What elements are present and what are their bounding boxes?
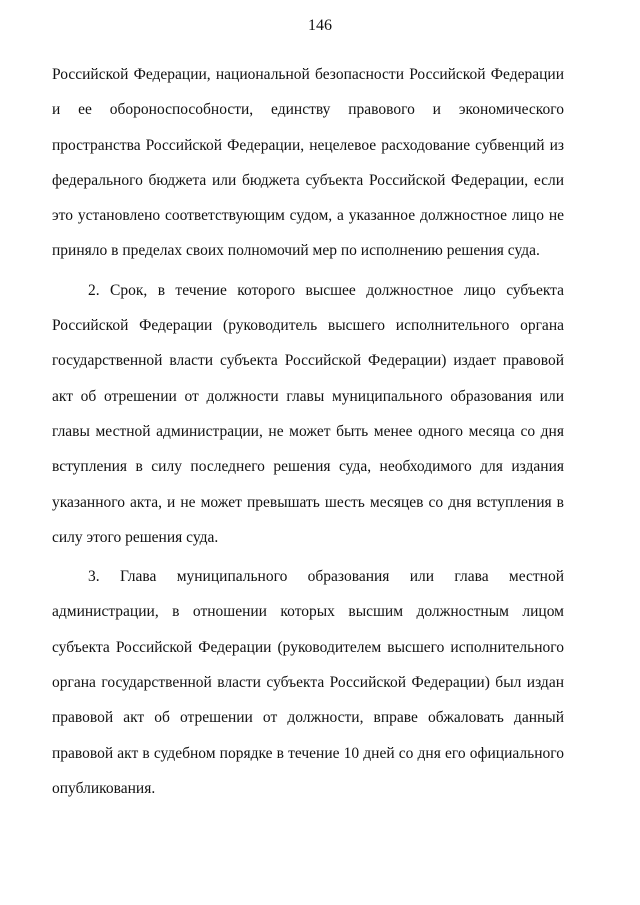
paragraph-item-2 bbox=[52, 273, 564, 555]
text-line: вступления в силу последнего решения суда, необходимого для издания bbox=[52, 458, 564, 476]
text-line: федерального бюджета или бюджета субъекта Российской Федерации, если bbox=[52, 171, 564, 189]
text-line: субъекта Российской Федерации (руководителем высшего исполнительного bbox=[52, 638, 564, 656]
text-line: администрации, в отношении которых высшим должностным лицом bbox=[52, 603, 564, 621]
text-line: пространства Российской Федерации, нецелевое расходование субвенций из bbox=[52, 136, 564, 154]
text-line: правовой акт в судебном порядке в течение 10 дней со дня его официального bbox=[52, 744, 564, 762]
text-line: акт об отрешении от должности главы муниципального образования или bbox=[52, 387, 564, 405]
page-number: 146 bbox=[308, 17, 332, 34]
text-line: главы местной администрации, не может быть менее одного месяца со дня bbox=[52, 422, 564, 440]
text-line: 3. Глава муниципального образования или глава местной bbox=[88, 568, 564, 586]
text-line: опубликования. bbox=[52, 779, 156, 797]
paragraph-item-3 bbox=[52, 559, 564, 806]
text-line: указанного акта, и не может превышать шесть месяцев со дня вступления в bbox=[52, 493, 564, 511]
text-line: государственной власти субъекта Российской Федерации) издает правовой bbox=[52, 352, 564, 370]
text-line: силу этого решения суда. bbox=[52, 528, 219, 546]
text-line: Российской Федерации, национальной безопасности Российской Федерации bbox=[52, 66, 564, 83]
text-line: это установлено соответствующим судом, а указанное должностное лицо не bbox=[52, 207, 564, 225]
text-line: правовой акт об отрешении от должности, вправе обжаловать данный bbox=[52, 709, 564, 727]
text-line: Российской Федерации (руководитель высшего исполнительного органа bbox=[52, 317, 564, 335]
text-line: органа государственной власти субъекта Российской Федерации) был издан bbox=[52, 674, 564, 692]
text-line: приняло в пределах своих полномочий мер по исполнению решения суда. bbox=[52, 242, 540, 260]
body-text bbox=[52, 57, 564, 806]
text-line: 2. Срок, в течение которого высшее должностное лицо субъекта bbox=[88, 281, 564, 299]
text-line: и ее обороноспособности, единству правового и экономического bbox=[52, 101, 564, 119]
paragraph-continuation bbox=[52, 57, 564, 269]
